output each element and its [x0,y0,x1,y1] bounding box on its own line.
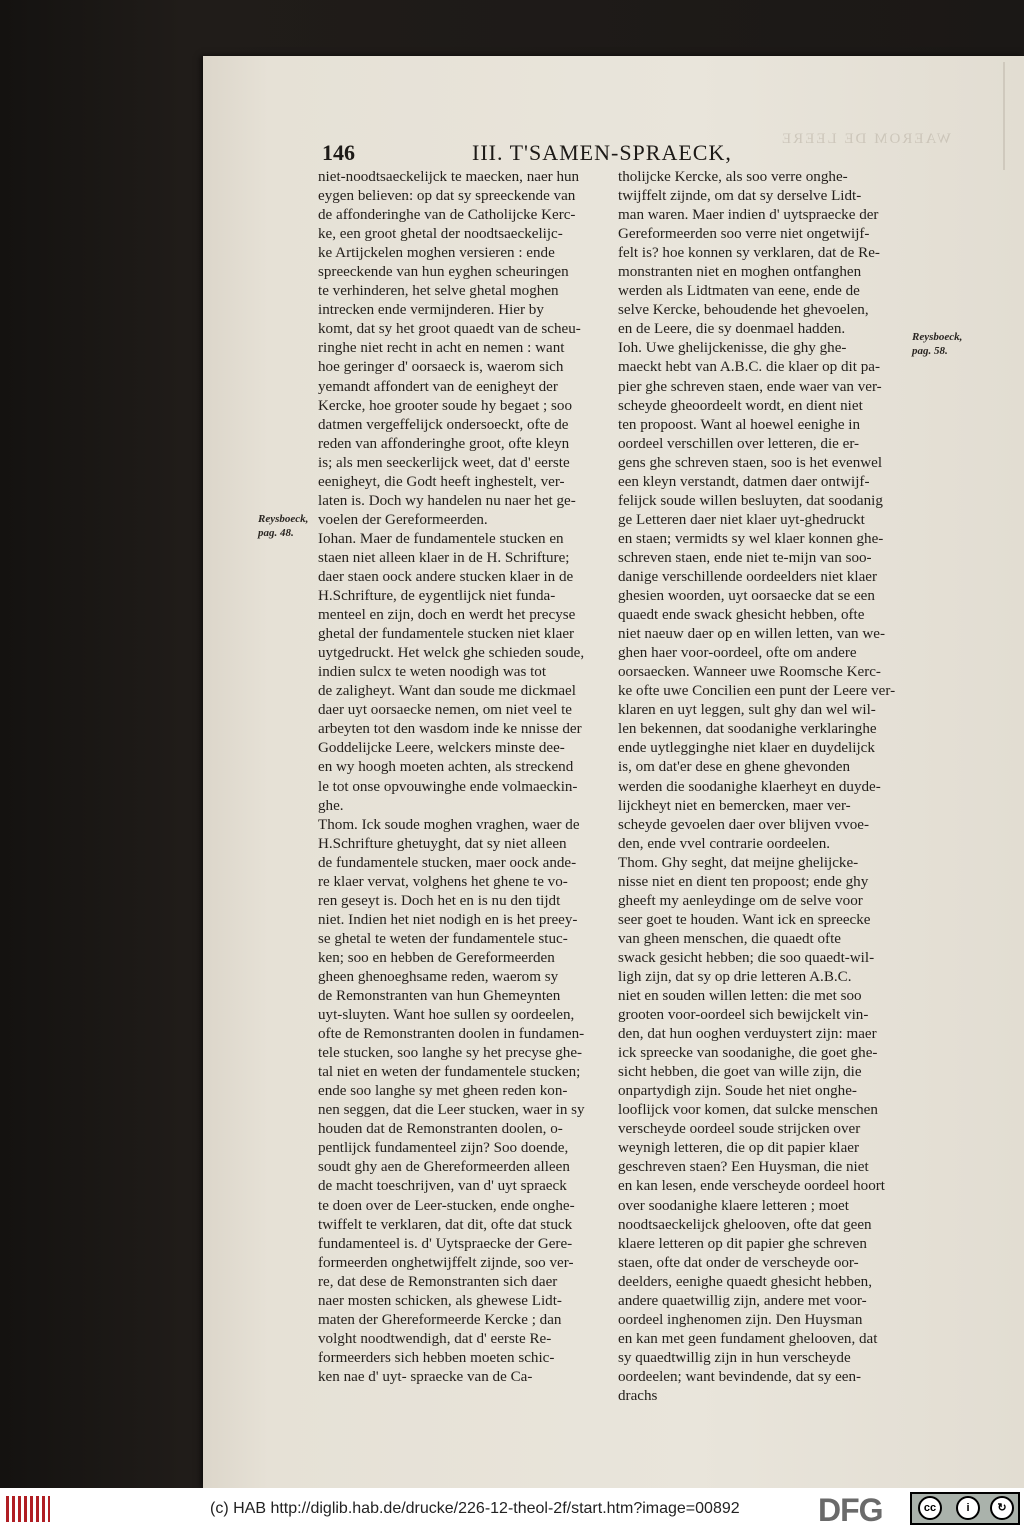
text-line: ke, een groot ghetal der noodtsaeckelijc- [318,226,563,243]
text-line: staen niet alleen klaer in de H. Schrifture; [318,549,570,566]
text-line: niet en souden willen letten: die met soo [618,988,862,1005]
text-line: yemandt affondert van de eenigheyt der [318,378,558,395]
left-text-column [318,168,606,1387]
text-line: gheen ghenoeghsame reden, waerom sy [318,968,559,985]
text-line: de fundamentele stucken, maer oock ande- [318,854,577,871]
text-line: pier ghe schreven staen, ende waer van ver- [618,378,882,395]
text-line: twiffelt te verklaren, dat dit, ofte dat stuck [318,1216,573,1233]
text-line: werden die soodanighe klaerheyt en duyde- [618,778,881,795]
text-line: en kan lesen, ende verscheyde oordeel hoort [618,1178,885,1195]
text-line: tal niet en weten der fundamentele stucken; [318,1064,581,1081]
text-line: Gereformeerden soo verre niet ongetwijf- [618,226,870,243]
text-line: ick spreecke van soodanighe, die goet ghe- [618,1045,878,1062]
text-line: looflijck voor komen, dat sulcke menschen [618,1102,878,1119]
text-line: Goddelijcke Leere, welckers minste dee- [318,740,565,757]
bleed-through-text: WAEROM DE LEERE [780,131,951,147]
text-line: klaren en uyt leggen, sult ghy dan wel wil- [618,702,876,719]
text-line: indien sulcx te weten noodigh was tot [318,664,547,681]
dfg-logo: DFG [818,1492,883,1528]
text-line: gens ghe schreven staen, soo is het evenwel [618,454,883,471]
text-line: tele stucken, soo langhe sy het precyse ghe- [318,1045,583,1062]
text-line: de Remonstranten van hun Ghemeynten [318,988,561,1005]
page-number: 146 [322,140,355,165]
text-line: andere quaetwillig zijn, andere met voor- [618,1292,867,1309]
text-line: niet naeuw daer op en willen letten, van we- [618,626,885,643]
cc-icon: cc [918,1496,942,1520]
text-line: swack gesicht hebben; die soo quaedt-wil- [618,949,875,966]
text-line: uytgedruckt. Het welck ghe schieden soude, [318,645,585,662]
text-line: de affonderinghe van de Catholijcke Kerc- [318,207,576,224]
text-line: den, ende vvel contrarie oordeelen. [618,835,831,852]
text-line: te doen over de Leer-stucken, ende onghe- [318,1197,575,1214]
text-line: uyt-sluyten. Want hoe sullen sy oordeelen, [318,1007,575,1024]
text-line: is; als men seeckerlijck weet, dat d' eerste [318,454,570,471]
text-line: en staen; vermidts sy wel klaer konnen ghe- [618,530,884,547]
text-line: en wy hoogh moeten achten, als streckend [318,759,574,776]
text-line: staen, ofte dat onder de verscheyde oor- [618,1254,859,1271]
text-line: deelders, eenighe quaedt ghesicht hebben, [618,1273,872,1290]
text-line: intrecken ende vermijnderen. Hier by [318,302,544,319]
by-icon: i [956,1496,980,1520]
text-line: ken; soo en hebben de Gereformeerden [318,949,555,966]
footer-bar [0,1488,1024,1529]
text-line: ten propoost. Want al hoewel eenighe in [618,416,861,433]
text-line: ke ofte uwe Concilien een punt der Leere ver- [618,683,896,700]
text-line: schreven staen, ende niet te-mijn van soo- [618,549,872,566]
text-line: te verhinderen, het selve ghetal moghen [318,283,559,300]
margin-note-left: Reysboeck, pag. 48. [258,513,309,539]
text-line: weynigh letteren, die op dit papier klaer [618,1140,859,1157]
text-line: klaere letteren op dit papier ghe schreven [618,1235,867,1252]
text-line: ende soo langhe sy met gheen reden kon- [318,1083,568,1100]
text-line: reden van affonderinghe groot, ofte kleyn [318,435,570,452]
text-line: ken nae d' uyt- spraecke van de Ca- [318,1368,533,1385]
text-line: sy quaedtwillig zijn in hun verscheyde [618,1349,851,1366]
text-line: tholijcke Kercke, als soo verre onghe- [618,169,848,185]
running-title: III. T'SAMEN-SPRAECK, [472,140,732,165]
text-line: soudt ghy aen de Ghereformeerden alleen [318,1159,570,1176]
text-line: volght noodtwendigh, dat d' eerste Re- [318,1330,552,1347]
text-line: eygen believen: op dat sy spreeckende van [318,188,576,205]
text-line: de zaligheyt. Want dan soude me dickmael [318,683,576,700]
text-line: ringhe niet recht in acht en nemen : want [318,340,565,357]
text-line: spreeckende van hun eyghen scheuringen [318,264,569,281]
text-line: is, om dat'er dese en ghene ghevonden [618,759,850,776]
text-line: nisse niet en dient ten propoost; ende ghy [618,873,869,890]
text-line: eenigheyt, die Godt heeft inghestelt, ver- [318,473,565,490]
text-line: menteel en zijn, doch en werdt het precyse [318,607,576,624]
text-line: houden dat de Remonstranten doolen, o- [318,1121,563,1138]
text-line: ghesien woorden, uyt oorsaecke dat se een [618,588,875,605]
text-line: en de Leere, die sy doenmael hadden. [618,321,846,338]
text-line: Thom. Ghy seght, dat meijne ghelijcke- [618,854,859,871]
text-line: oordeel inghenomen zijn. Den Huysman [618,1311,863,1328]
text-line: selve Kercke, behoudende het ghevoelen, [618,302,869,319]
text-line: de macht toeschrijven, van d' uyt spraeck [318,1178,567,1195]
text-line: Kercke, hoe grooter soude hy begaet ; soo [318,397,572,414]
text-line: onpartydigh zijn. Soude het niet onghe- [618,1083,857,1100]
text-line: felt is? hoe konnen sy verklaren, dat de Re- [618,245,880,262]
text-line: formeerders sich hebben moeten schic- [318,1349,555,1366]
text-line: scheyde gheoordeelt wordt, en dient niet [618,397,863,414]
text-line: over soodanighe klaere letteren ; moet [618,1197,849,1214]
text-line: ren geseyt is. Doch het en is nu den tijdt [318,892,561,909]
text-line: lijckheyt niet en bemercken, maer ver- [618,797,851,814]
text-line: maten der Ghereformeerde Kercke ; dan [318,1311,562,1328]
text-line: felijck soude willen besluyten, dat soodanig [618,492,883,509]
text-line: oordeelen; want bevindende, dat sy een- [618,1368,862,1385]
text-line: drachs [618,1388,658,1404]
text-line: monstranten niet en moghen ontfanghen [618,264,862,281]
text-line: re, dat dese de Remonstranten sich daer [318,1273,558,1290]
text-line: oordeel verschillen over letteren, die er- [618,435,860,452]
text-line: niet-noodtsaeckelijck te maecken, naer hun [318,169,580,185]
text-line: len bekennen, dat soodanighe verklaringhe [618,721,877,738]
text-line: formeerden onghetwijffelt zijnde, soo ver- [318,1254,574,1271]
text-line: man waren. Maer indien d' uytspraecke der [618,207,879,224]
text-line: se ghetal te weten der fundamentele stuc- [318,930,568,947]
text-line: werden als Lidtmaten van eene, ende de [618,283,860,300]
text-line: ke Artijckelen moghen versieren : ende [318,245,555,262]
text-line: oorsaecken. Wanneer uwe Roomsche Kerc- [618,664,881,681]
text-line: ghen haer voor-oordeel, ofte om andere [618,645,857,662]
text-line: fundamenteel is. d' Uytspraecke der Gere- [318,1235,573,1252]
text-line: le tot onse opvouwinghe ende volmaeckin- [318,778,578,795]
text-line: naer mosten schicken, als ghewese Lidt- [318,1292,562,1309]
text-line: hoe geringer d' oorsaeck is, waerom sich [318,359,564,376]
text-line: twijffelt zijnde, om dat sy derselve Lidt- [618,188,862,205]
text-line: nen seggen, dat die Leer stucken, waer in sy [318,1102,585,1119]
text-line: scheyde gevoelen daer over blijven vvoe- [618,816,870,833]
text-line: H.Schrifture ghetuyght, dat sy niet alleen [318,835,567,852]
credit-link[interactable]: (c) HAB http://diglib.hab.de/drucke/226-12-theol-2f/start.htm?image=00892 [210,1500,740,1517]
text-line: noodtsaeckelijck ghelooven, ofte dat geen [618,1216,872,1233]
text-line: ofte de Remonstranten doolen in fundamen- [318,1026,585,1043]
text-line: arbeyten tot den wasdom inde ke nnisse der [318,721,582,738]
text-line: pentlijck fundamenteel zijn? Soo doende, [318,1140,569,1157]
text-line: ge Letteren daer niet klaer uyt-ghedruckt [618,511,865,528]
text-line: komt, dat sy het groot quaedt van de scheu- [318,321,581,338]
running-head [322,140,942,166]
text-line: een kleyn verstandt, datmen daer ontwijf- [618,473,870,490]
text-line: van gheen menschen, die quaedt ofte [618,930,841,947]
text-line: grooten voor-oordeel sich bewijckelt vin- [618,1007,869,1024]
text-line: ende uytlegginghe niet klaer en duydelijck [618,740,875,757]
text-line: ghetal der fundamentele stucken niet klaer [318,626,575,643]
text-line: voelen der Gereformeerden. [318,511,488,528]
text-line: den, dat hun ooghen verduystert zijn: maer [618,1026,877,1043]
text-line: gheeft my aenleydinge om de selve voor [618,892,863,909]
text-line: danige verschillende oordeelders niet klaer [618,568,877,585]
library-logo-icon [6,1496,50,1522]
cc-license-badge[interactable] [910,1492,1020,1525]
text-line: datmen vergeffelijck ondersoeckt, ofte de [318,416,569,433]
text-line: Thom. Ick soude moghen vraghen, waer de [318,816,580,833]
text-line: daer staen oock andere stucken klaer in de [318,568,574,585]
text-line: ghe. [318,797,344,814]
text-line: en kan met geen fundament ghelooven, dat [618,1330,878,1347]
text-line: ligh zijn, dat sy op drie letteren A.B.C. [618,968,852,985]
right-text-column [618,168,906,1406]
text-line: Ioh. Uwe ghelijckenisse, die ghy ghe- [618,340,847,357]
margin-note-right: Reysboeck, pag. 58. [912,331,963,357]
text-line: seer goet te houden. Want ick en spreecke [618,911,871,928]
text-line: daer uyt oorsaecke nemen, om niet veel te [318,702,572,719]
text-line: verscheyde oordeel soude strijcken over [618,1121,861,1138]
text-line: maeckt hebt van A.B.C. die klaer op dit pa- [618,359,880,376]
page-edge-mark [1003,62,1021,170]
text-line: laten is. Doch wy handelen nu naer het ge- [318,492,576,509]
text-line: quaedt ende swack ghesicht hebben, ofte [618,607,865,624]
text-line: Iohan. Maer de fundamentele stucken en [318,530,564,547]
text-line: sicht hebben, die goet van wille zijn, die [618,1064,862,1081]
text-line: re klaer vervat, volghens het ghene te vo- [318,873,568,890]
text-line: H.Schrifture, de eygentlijck niet funda- [318,588,556,605]
text-line: niet. Indien het niet nodigh en is het preey- [318,911,578,928]
text-line: geschreven staen? Een Huysman, die niet [618,1159,869,1176]
sa-icon: ↻ [990,1496,1014,1520]
